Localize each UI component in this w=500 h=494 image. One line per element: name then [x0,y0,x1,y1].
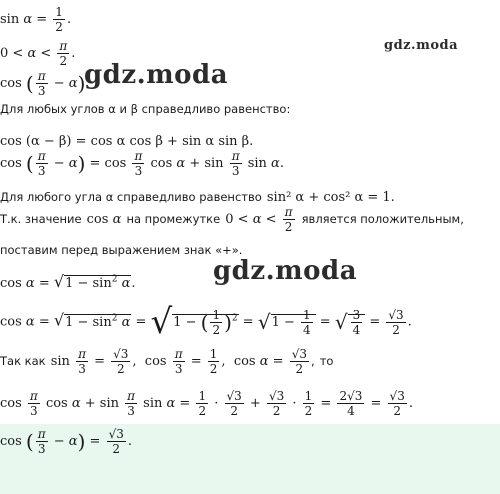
then-word: то [319,354,334,368]
put-sign-text: поставим перед выражением знак «+». [0,243,243,257]
since-values-line: Так как sin $\frac{\pi}{3}$ = $\frac{√3}{2}$ , cos $\frac{\pi}{3}$ = $\frac{1}{2}$ , cos α = $\frac{√3}{2}$ , то [0,347,334,376]
cos-diff-formula: cos (α − β) = cos α cos β + sin α sin β. [0,134,254,149]
since-line-text: Так как [0,354,46,368]
watermark-small: gdz.moda [384,38,459,53]
is-positive-text: является положительным, [301,212,464,226]
given-sin: sin α = $\frac{1}{2}$ . [0,5,72,34]
expand-formula: cos ( $\frac{\pi}{3}$ − α) = cos $\frac{\pi}{3}$ cos α + sin $\frac{\pi}{3}$ sin α. [0,149,284,178]
answer-line: cos ( $\frac{\pi}{3}$ − α) = $\frac{√3}{2}$ . [0,427,132,456]
any-angle-text: Для любого угла α справедливо равенство [0,190,262,204]
substitution-line: cos $\frac{\pi}{3}$ cos α + sin $\frac{\pi}{3}$ sin α = $\frac{1}{2}$ · $\frac{√3}{2}$ + $\frac{√3}{2}$ · $\frac{1}{2}$ = $\frac{2√3}{4}$ = $\frac{√3}{2}$ . [0,389,413,418]
on-interval-text: на промежутке [126,212,221,226]
identity-formula: sin² α + cos² α = 1. [266,190,395,205]
cos-computation: $\cos \alpha = √1 - \sin^2 \alpha = √1$ − ( $\frac{1}{2}$ )$^2$ = √1 − $\frac{1}{4}$ = √ $\frac{3}{4}$ = $\frac{√3}{2}$ . [0,302,412,342]
cos-sqrt-formula: $\cos \alpha = √1 - \sin^2 \alpha$. [0,272,136,291]
find-expression: cos ( $\frac{\pi}{3}$ − α) [0,69,86,98]
positive-line: Т.к. значение cos α на промежутке 0 < α < $\frac{\pi}{2}$ является положительным, [0,205,464,234]
watermark-large: gdz.moda [84,60,229,90]
watermark-middle: gdz.moda [213,256,358,286]
since-value-text: Т.к. значение [0,212,82,226]
any-angles-text: Для любых углов α и β справедливо равенство: [0,102,291,116]
given-range: 0 < α < $\frac{\pi}{2}$ . [0,39,76,68]
identity-line [0,186,395,205]
